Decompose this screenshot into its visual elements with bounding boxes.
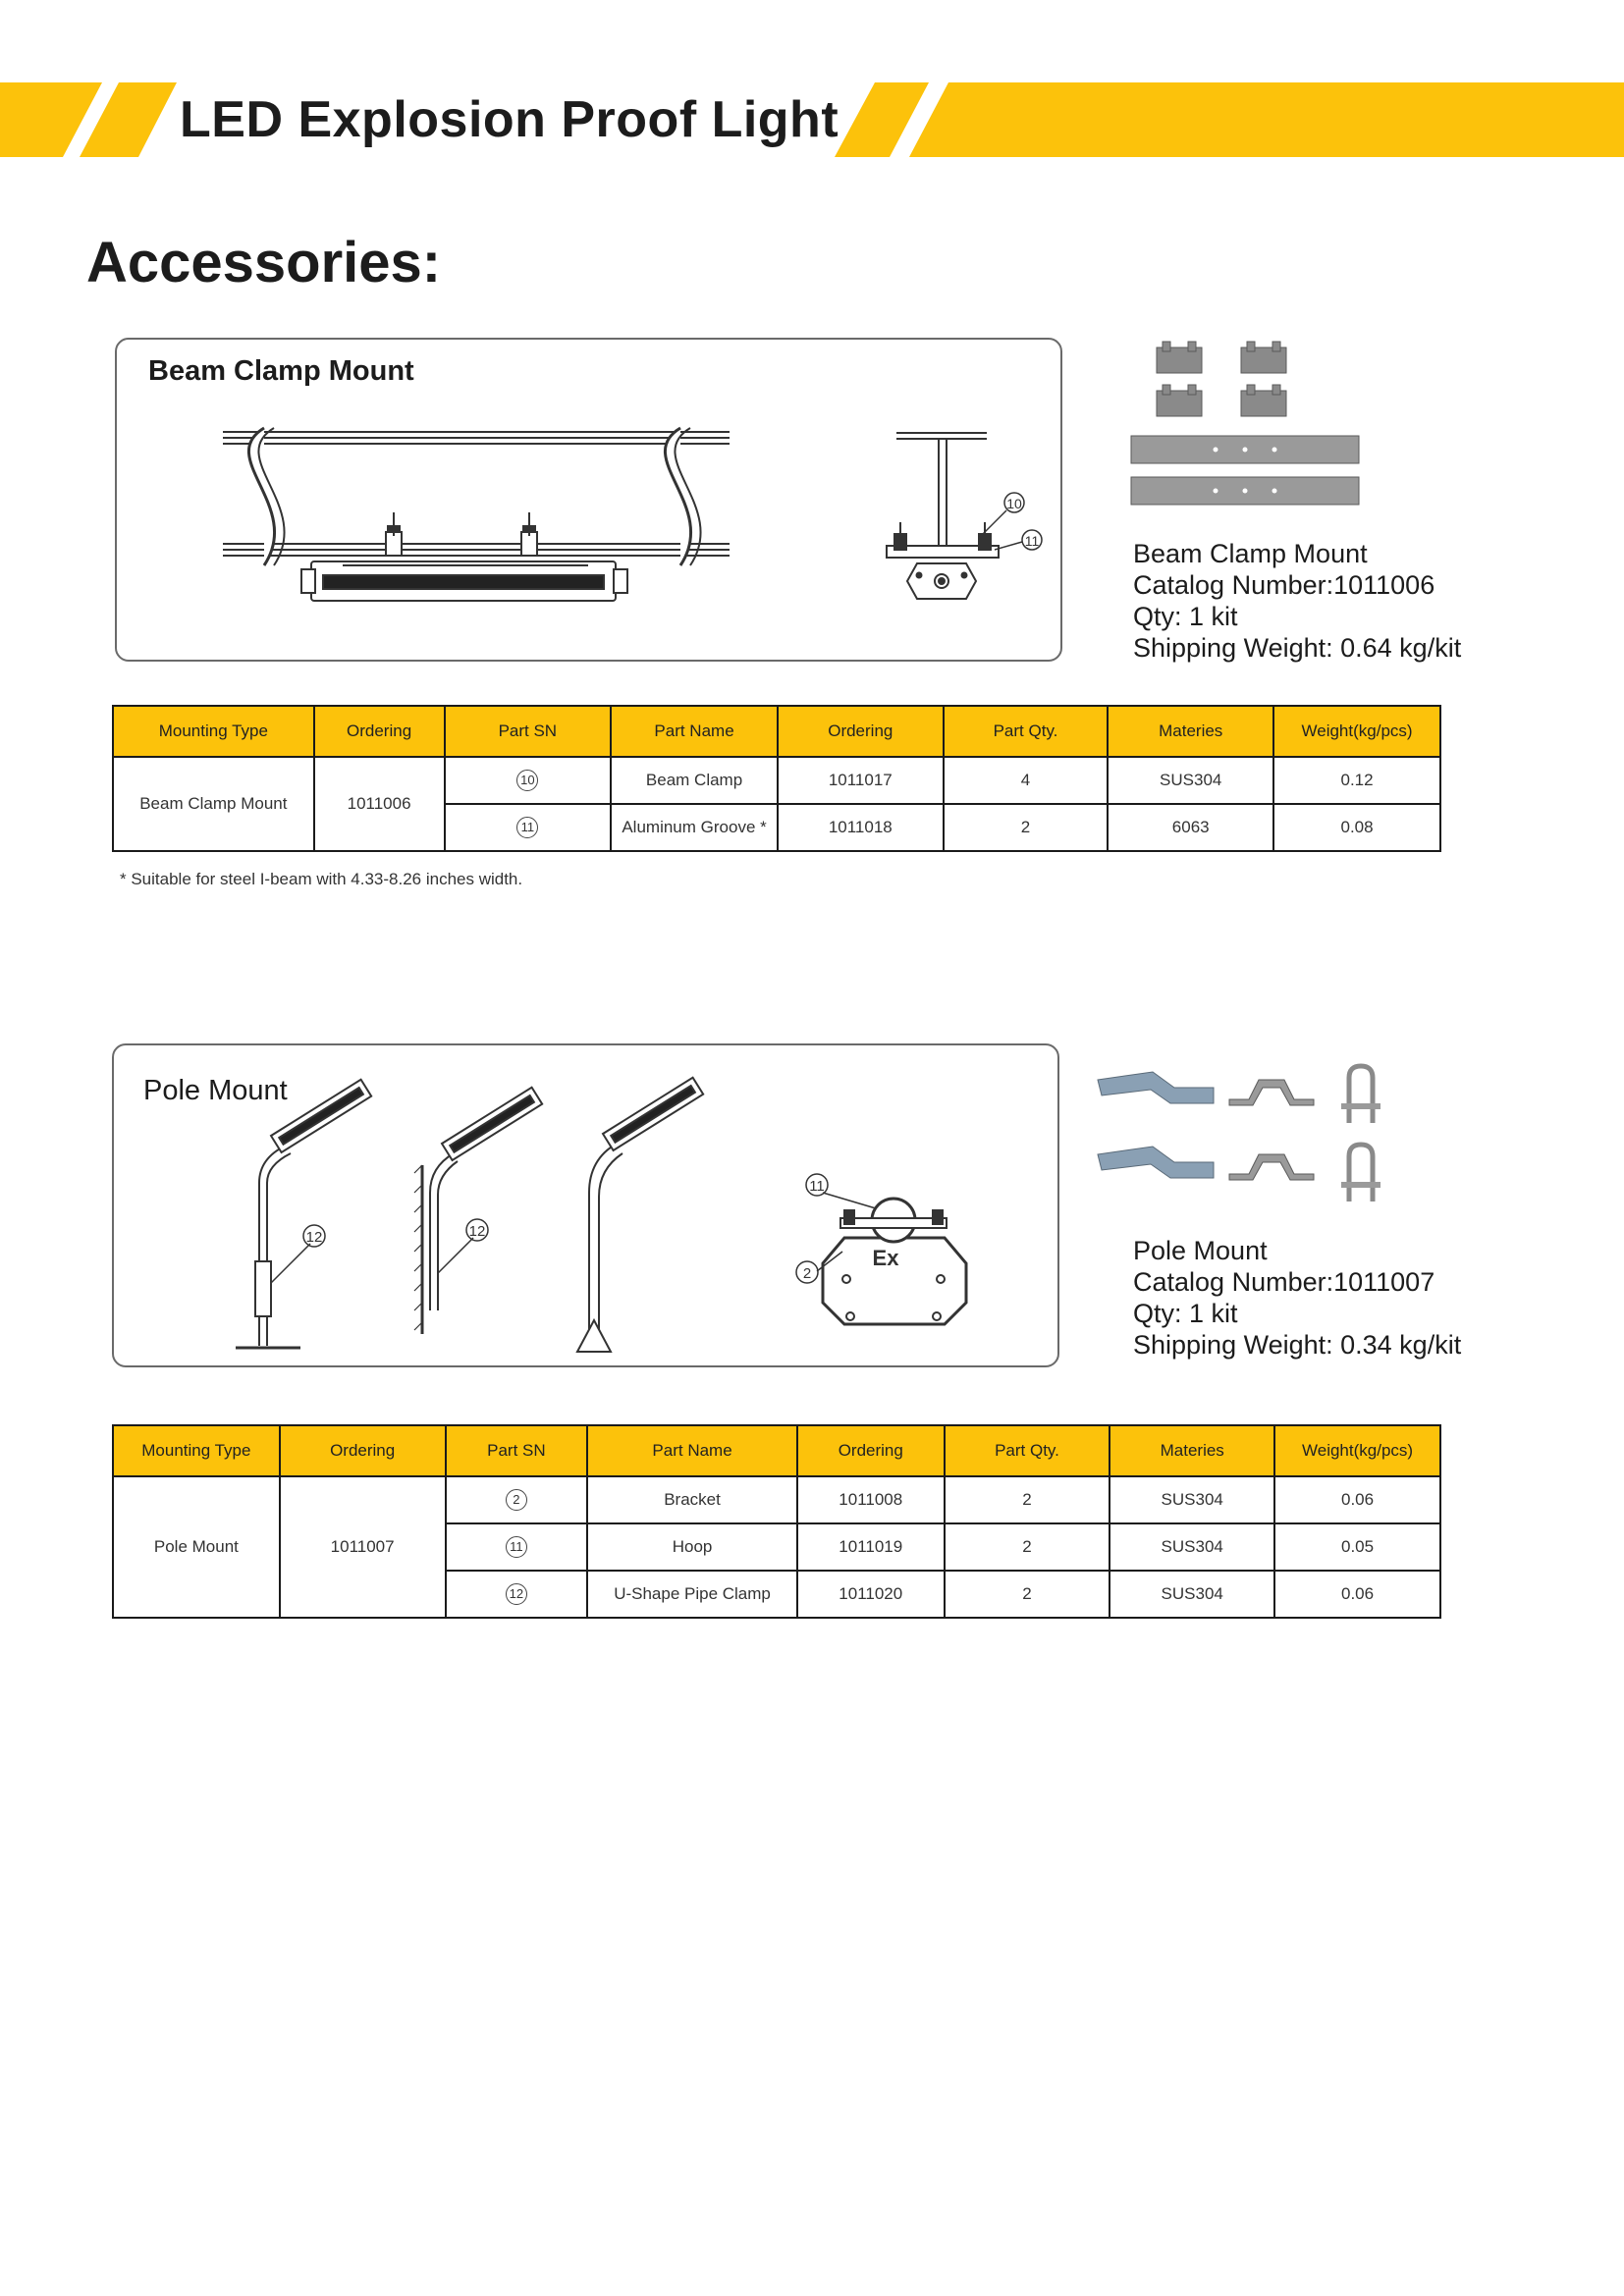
col-header: Part SN <box>445 706 612 757</box>
part-sn-badge: 11 <box>506 1536 527 1558</box>
pole-mount-info <box>1133 1235 1461 1361</box>
part-sn-cell <box>446 1523 588 1571</box>
pole-mount-info-name: Pole Mount <box>1133 1236 1268 1265</box>
part-qty-cell: 2 <box>945 1476 1110 1523</box>
col-header: Weight(kg/pcs) <box>1274 1425 1440 1476</box>
beam-clamp-info <box>1133 538 1461 664</box>
part-name-cell: Bracket <box>587 1476 797 1523</box>
ordering-cell: 1011007 <box>280 1476 446 1618</box>
beam-clamp-info-qty: Qty: 1 kit <box>1133 602 1238 631</box>
col-header: Weight(kg/pcs) <box>1273 706 1440 757</box>
pole-mount-panel-title: Pole Mount <box>143 1075 288 1106</box>
ordering-cell: 1011006 <box>314 757 445 851</box>
section-title: Accessories: <box>86 231 442 294</box>
col-header: Part SN <box>446 1425 588 1476</box>
col-header: Ordering <box>314 706 445 757</box>
weight-cell: 0.06 <box>1274 1476 1440 1523</box>
ex-mark: Ex <box>872 1246 899 1270</box>
col-header: Ordering <box>280 1425 446 1476</box>
part-ordering-cell: 1011018 <box>778 804 944 851</box>
col-header: Part Name <box>587 1425 797 1476</box>
beam-clamp-info-catalog: Catalog Number:1011006 <box>1133 570 1435 600</box>
col-header: Part Qty. <box>944 706 1109 757</box>
part-ordering-cell: 1011008 <box>797 1476 945 1523</box>
beam-clamp-panel-title: Beam Clamp Mount <box>148 355 414 387</box>
part-name-cell: Aluminum Groove * <box>611 804 778 851</box>
col-header: Part Qty. <box>945 1425 1110 1476</box>
beam-clamp-photo <box>1127 340 1363 516</box>
part-sn-badge: 10 <box>516 770 538 791</box>
pole-mount-diagram <box>114 1045 1061 1369</box>
part-sn-badge: 11 <box>516 817 538 838</box>
pole-mount-info-catalog: Catalog Number:1011007 <box>1133 1267 1435 1297</box>
part-ordering-cell: 1011017 <box>778 757 944 804</box>
weight-cell: 0.05 <box>1274 1523 1440 1571</box>
part-qty-cell: 2 <box>944 804 1109 851</box>
pole-mount-info-weight: Shipping Weight: 0.34 kg/kit <box>1133 1330 1462 1360</box>
beam-clamp-info-weight: Shipping Weight: 0.64 kg/kit <box>1133 633 1462 663</box>
pole-mount-info-qty: Qty: 1 kit <box>1133 1299 1238 1328</box>
part-qty-cell: 4 <box>944 757 1109 804</box>
part-name-cell: Beam Clamp <box>611 757 778 804</box>
part-qty-cell: 2 <box>945 1571 1110 1618</box>
mounting-type-cell: Pole Mount <box>113 1476 280 1618</box>
part-name-cell: Hoop <box>587 1523 797 1571</box>
part-sn-cell <box>445 757 612 804</box>
table-row <box>113 1476 1440 1523</box>
beam-clamp-table <box>112 705 1441 852</box>
weight-cell: 0.08 <box>1273 804 1440 851</box>
material-cell: SUS304 <box>1110 1571 1274 1618</box>
material-cell: SUS304 <box>1110 1476 1274 1523</box>
table-header-row <box>113 706 1440 757</box>
pole-mount-table <box>112 1424 1441 1619</box>
part-ordering-cell: 1011019 <box>797 1523 945 1571</box>
part-qty-cell: 2 <box>945 1523 1110 1571</box>
col-header: Ordering <box>778 706 944 757</box>
material-cell: 6063 <box>1108 804 1273 851</box>
callout-12: 12 <box>305 1229 323 1246</box>
part-sn-cell <box>446 1476 588 1523</box>
part-sn-badge: 2 <box>506 1489 527 1511</box>
pole-mount-panel <box>112 1043 1059 1367</box>
mounting-type-cell: Beam Clamp Mount <box>113 757 314 851</box>
col-header: Materies <box>1110 1425 1274 1476</box>
part-sn-cell <box>446 1571 588 1618</box>
weight-cell: 0.06 <box>1274 1571 1440 1618</box>
table-header-row <box>113 1425 1440 1476</box>
beam-clamp-diagram <box>117 340 1064 664</box>
callout-2: 2 <box>802 1265 812 1282</box>
beam-clamp-footnote: * Suitable for steel I-beam with 4.33-8.26 inches width. <box>120 870 523 888</box>
col-header: Ordering <box>797 1425 945 1476</box>
pole-mount-photo <box>1092 1058 1406 1215</box>
beam-clamp-panel <box>115 338 1062 662</box>
col-header: Part Name <box>611 706 778 757</box>
header-title: LED Explosion Proof Light <box>180 91 839 148</box>
part-name-cell: U-Shape Pipe Clamp <box>587 1571 797 1618</box>
material-cell: SUS304 <box>1110 1523 1274 1571</box>
material-cell: SUS304 <box>1108 757 1273 804</box>
callout-11: 11 <box>1024 533 1040 549</box>
col-header: Mounting Type <box>113 706 314 757</box>
part-ordering-cell: 1011020 <box>797 1571 945 1618</box>
beam-clamp-info-name: Beam Clamp Mount <box>1133 539 1368 568</box>
callout-11: 11 <box>809 1178 825 1195</box>
col-header: Materies <box>1108 706 1273 757</box>
col-header: Mounting Type <box>113 1425 280 1476</box>
callout-12: 12 <box>468 1223 486 1240</box>
weight-cell: 0.12 <box>1273 757 1440 804</box>
part-sn-badge: 12 <box>506 1583 527 1605</box>
part-sn-cell <box>445 804 612 851</box>
callout-10: 10 <box>1006 496 1022 511</box>
table-row <box>113 757 1440 804</box>
